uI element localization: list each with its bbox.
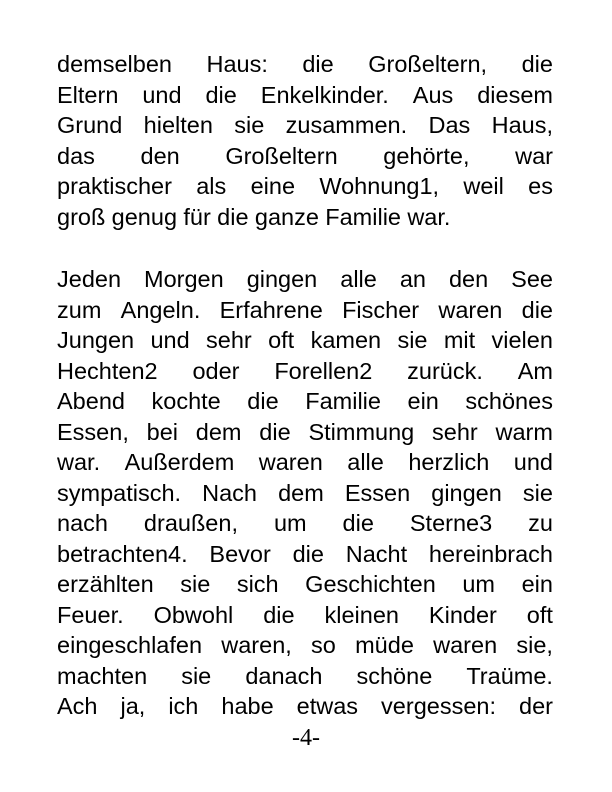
word: alle — [347, 449, 384, 475]
text-line — [57, 202, 553, 233]
word: oder — [192, 357, 240, 384]
text-line — [57, 264, 553, 295]
word: und — [513, 449, 553, 475]
word: Abend — [57, 388, 125, 414]
word: sympatisch. — [57, 479, 182, 506]
word: Erfahrene — [219, 296, 323, 323]
text-line — [57, 171, 553, 202]
word: ganze — [254, 203, 319, 230]
text-line — [57, 539, 553, 570]
word: groß — [57, 203, 106, 230]
word: Forellen2 — [274, 357, 373, 384]
word: draußen, — [143, 510, 238, 536]
word: die — [302, 51, 334, 77]
text-line — [57, 110, 553, 141]
word: alle — [340, 266, 377, 292]
word: und — [150, 327, 190, 353]
word: hereinbrach — [428, 540, 553, 567]
word: weil — [463, 173, 504, 199]
word: sich — [236, 571, 279, 597]
text-line — [57, 356, 553, 387]
text-line — [57, 325, 553, 356]
word: die — [247, 388, 279, 414]
word: erzählten — [57, 571, 154, 597]
text-line — [57, 600, 553, 631]
word: Angeln. — [120, 296, 201, 323]
word: gingen — [431, 479, 502, 506]
word: zu — [528, 510, 553, 536]
word: dem — [195, 418, 242, 445]
word: der — [519, 693, 553, 719]
word: Haus: — [206, 51, 268, 77]
word: Am — [517, 357, 553, 384]
text-line — [57, 569, 553, 600]
paragraph-2 — [57, 264, 553, 722]
word: Eltern — [57, 81, 119, 108]
word: müde — [355, 632, 414, 658]
word: hielten — [143, 112, 213, 138]
word: Obwohl — [153, 601, 234, 628]
word: die — [205, 81, 237, 108]
word: schöne — [356, 662, 433, 689]
word: Stimmung — [308, 418, 415, 445]
word: Bevor — [209, 540, 271, 567]
word: warm — [495, 418, 553, 445]
word: sie — [181, 662, 212, 689]
word: mit — [443, 327, 476, 353]
word: zurück. — [407, 357, 483, 384]
word: Nach — [202, 479, 258, 506]
word: ein — [521, 571, 553, 597]
word: die — [342, 510, 374, 536]
word: sie — [180, 571, 211, 597]
text-line — [57, 478, 553, 509]
word: Familie — [325, 203, 401, 230]
word: oft — [526, 601, 553, 628]
word: waren — [438, 296, 503, 323]
word: sie — [522, 479, 553, 506]
word: schönes — [465, 388, 553, 414]
word: die — [521, 296, 553, 323]
word: Jeden — [57, 266, 122, 292]
word: sehr — [432, 418, 478, 445]
word: Kinder — [428, 601, 497, 628]
text-line — [57, 386, 553, 417]
word: kamen — [310, 327, 382, 353]
word: kleinen — [324, 601, 399, 628]
word: als — [196, 173, 227, 199]
word: herzlich — [408, 449, 490, 475]
word: so — [311, 632, 336, 658]
word: war. — [57, 449, 101, 475]
word: Morgen — [144, 266, 224, 292]
word: die — [521, 51, 553, 77]
text-line — [57, 141, 553, 172]
word: Familie — [305, 388, 381, 414]
word: es — [528, 173, 553, 199]
word: See — [511, 266, 553, 292]
word: Fischer — [342, 296, 420, 323]
word: Nacht — [345, 540, 408, 567]
word: habe — [221, 693, 274, 719]
word: Ach — [57, 693, 98, 719]
word: um — [462, 571, 496, 597]
word: die — [292, 540, 324, 567]
word: Wohnung1, — [319, 173, 440, 199]
text-line — [57, 49, 553, 80]
text-line — [57, 630, 553, 661]
word: dem — [278, 479, 324, 506]
word: Hechten2 — [57, 357, 158, 384]
word: demselben — [57, 51, 172, 77]
word: den — [140, 142, 180, 169]
word: eingeschlafen — [57, 632, 203, 658]
word: Außerdem — [124, 449, 235, 475]
word: betrachten4. — [57, 540, 188, 567]
text-line — [57, 295, 553, 326]
word: war — [515, 142, 553, 169]
word: Großeltern, — [368, 51, 488, 77]
word: diesem — [477, 81, 553, 108]
word: sie, — [516, 632, 553, 658]
word: Sterne3 — [409, 510, 493, 536]
word: Traüme. — [466, 662, 553, 689]
word: zum — [57, 296, 102, 323]
word: und — [142, 81, 182, 108]
word: danach — [245, 662, 323, 689]
word: praktischer — [57, 173, 172, 199]
paragraph-1 — [57, 49, 553, 232]
word: ja, — [120, 693, 146, 719]
word: Aus — [412, 81, 454, 108]
word: Großeltern — [225, 142, 338, 169]
word: war. — [407, 203, 451, 230]
word: sie — [234, 112, 265, 138]
word: Grund — [57, 112, 123, 138]
word: Enkelkinder. — [260, 81, 389, 108]
word: die — [217, 203, 249, 230]
page-number: -4- — [292, 725, 320, 751]
word: den — [448, 266, 489, 292]
word: zusammen. — [285, 112, 408, 138]
word: sehr — [206, 327, 252, 353]
word: Essen — [344, 479, 411, 506]
word: das — [57, 142, 95, 169]
word: nach — [57, 510, 108, 536]
word: an — [399, 266, 426, 292]
word: eine — [250, 173, 296, 199]
word: ich — [168, 693, 199, 719]
word: Das — [428, 112, 471, 138]
word: oft — [268, 327, 295, 353]
text-line — [57, 508, 553, 539]
word: Geschichten — [305, 571, 436, 597]
word: Jungen — [57, 327, 135, 353]
text-line — [57, 691, 553, 722]
word: waren — [258, 449, 323, 475]
word: genug — [111, 203, 178, 230]
word: waren — [433, 632, 498, 658]
word: machten — [57, 662, 148, 689]
word: Essen, — [57, 418, 129, 445]
text-line — [57, 417, 553, 448]
word: die — [263, 601, 295, 628]
word: Feuer. — [57, 601, 124, 628]
word: kochte — [151, 388, 221, 414]
text-line — [57, 80, 553, 111]
word: sie — [397, 327, 428, 353]
word: Haus, — [491, 112, 553, 138]
word: ein — [407, 388, 439, 414]
text-line — [57, 447, 553, 478]
word: für — [183, 203, 211, 230]
word: etwas — [296, 693, 359, 719]
word: die — [259, 418, 291, 445]
word: waren, — [221, 632, 292, 658]
word: gingen — [246, 266, 318, 292]
text-line — [57, 661, 553, 692]
word: gehörte, — [383, 142, 470, 169]
word: um — [273, 510, 307, 536]
word: vielen — [491, 327, 553, 353]
word: vergessen: — [381, 693, 496, 719]
word: bei — [146, 418, 178, 445]
